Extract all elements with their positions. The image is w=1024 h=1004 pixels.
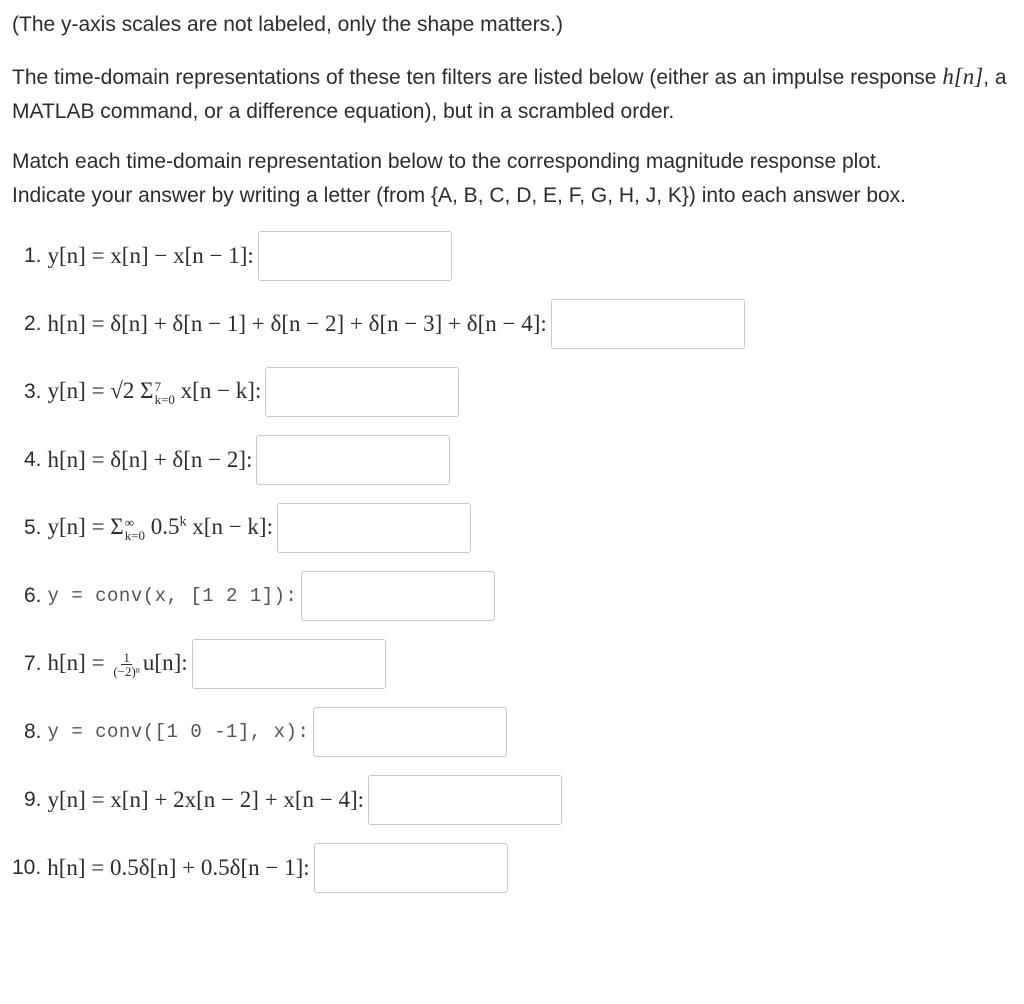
instructions-line2: Indicate your answer by writing a letter (from {A, B, C, D, E, F, G, H, J, K}) into each answer box. bbox=[12, 184, 907, 207]
sum-lower-limit: k=0 bbox=[154, 391, 175, 407]
answer-box-4[interactable] bbox=[256, 435, 450, 485]
equation-coefficient: 0.5 bbox=[145, 514, 180, 540]
question-equation: h[n] = 0.5δ[n] + 0.5δ[n − 1]: bbox=[47, 855, 310, 880]
question-1 bbox=[24, 229, 452, 283]
answer-box-7[interactable] bbox=[192, 639, 386, 689]
instructions-line1: Match each time-domain representation below to the corresponding magnitude response plot. bbox=[12, 150, 882, 173]
question-8 bbox=[24, 705, 507, 759]
equation-lhs: y[n] = Σ bbox=[47, 514, 124, 540]
fraction-numerator: 1 bbox=[123, 650, 130, 666]
question-6 bbox=[24, 569, 495, 623]
question-matlab-command: y = conv([1 0 -1], x): bbox=[47, 721, 310, 743]
question-equation bbox=[48, 378, 262, 406]
question-2 bbox=[24, 297, 745, 351]
fraction bbox=[113, 651, 140, 678]
question-3 bbox=[24, 365, 459, 419]
question-equation bbox=[48, 650, 188, 678]
sum-limits bbox=[155, 380, 175, 406]
equation-rhs: u[n]: bbox=[142, 649, 188, 675]
question-number: 3. bbox=[24, 380, 42, 403]
answer-box-9[interactable] bbox=[368, 775, 562, 825]
equation-rhs: x[n − k]: bbox=[174, 378, 262, 404]
answer-box-8[interactable] bbox=[313, 707, 507, 757]
question-equation: y[n] = x[n] − x[n − 1]: bbox=[47, 243, 254, 268]
equation-lhs: y[n] = √2 Σ bbox=[47, 378, 154, 404]
question-4 bbox=[24, 433, 450, 487]
sum-limits bbox=[125, 516, 145, 542]
intro-paragraph-part2: , a MATLAB command, or a difference equation), but in a scrambled order. bbox=[12, 66, 1007, 123]
sum-upper-limit: ∞ bbox=[124, 514, 134, 530]
answer-box-3[interactable] bbox=[265, 367, 459, 417]
instructions-paragraph bbox=[12, 145, 1012, 213]
answer-box-1[interactable] bbox=[258, 231, 452, 281]
question-number: 1. bbox=[24, 244, 42, 267]
fraction-denominator: (−2)ⁿ bbox=[113, 664, 140, 680]
question-number: 9. bbox=[24, 788, 42, 811]
question-number: 4. bbox=[24, 448, 42, 471]
intro-paragraph-hn: h[n] bbox=[942, 64, 984, 89]
answer-box-6[interactable] bbox=[301, 571, 495, 621]
equation-rhs: x[n − k]: bbox=[186, 514, 273, 540]
question-9 bbox=[24, 773, 562, 827]
answer-box-5[interactable] bbox=[277, 503, 471, 553]
question-equation: h[n] = δ[n] + δ[n − 1] + δ[n − 2] + δ[n − 3] + δ[n − 4]: bbox=[47, 311, 547, 336]
question-number: 5. bbox=[24, 516, 42, 539]
answer-box-10[interactable] bbox=[314, 843, 508, 893]
equation-exponent: k bbox=[179, 514, 187, 530]
question-number: 2. bbox=[24, 312, 42, 335]
question-number: 10. bbox=[12, 856, 42, 879]
question-number: 8. bbox=[24, 720, 42, 743]
equation-lhs: h[n] = bbox=[47, 649, 111, 675]
question-number: 6. bbox=[24, 584, 42, 607]
question-equation: h[n] = δ[n] + δ[n − 2]: bbox=[47, 447, 253, 472]
answer-box-2[interactable] bbox=[551, 299, 745, 349]
intro-note bbox=[12, 8, 1012, 42]
question-equation bbox=[48, 514, 273, 542]
intro-paragraph bbox=[12, 60, 1012, 129]
question-number: 7. bbox=[24, 652, 42, 675]
sum-lower-limit: k=0 bbox=[124, 527, 146, 543]
question-10 bbox=[12, 841, 508, 895]
question-7 bbox=[24, 637, 386, 691]
question-5 bbox=[24, 501, 471, 555]
intro-note-text: (The y-axis scales are not labeled, only the shape matters.) bbox=[12, 13, 563, 36]
intro-paragraph-part1: The time-domain representations of these ten filters are listed below (either as an impulse response bbox=[12, 66, 943, 89]
sum-upper-limit: 7 bbox=[154, 378, 162, 394]
question-equation: y[n] = x[n] + 2x[n − 2] + x[n − 4]: bbox=[47, 787, 365, 812]
question-matlab-command: y = conv(x, [1 2 1]): bbox=[47, 585, 298, 607]
